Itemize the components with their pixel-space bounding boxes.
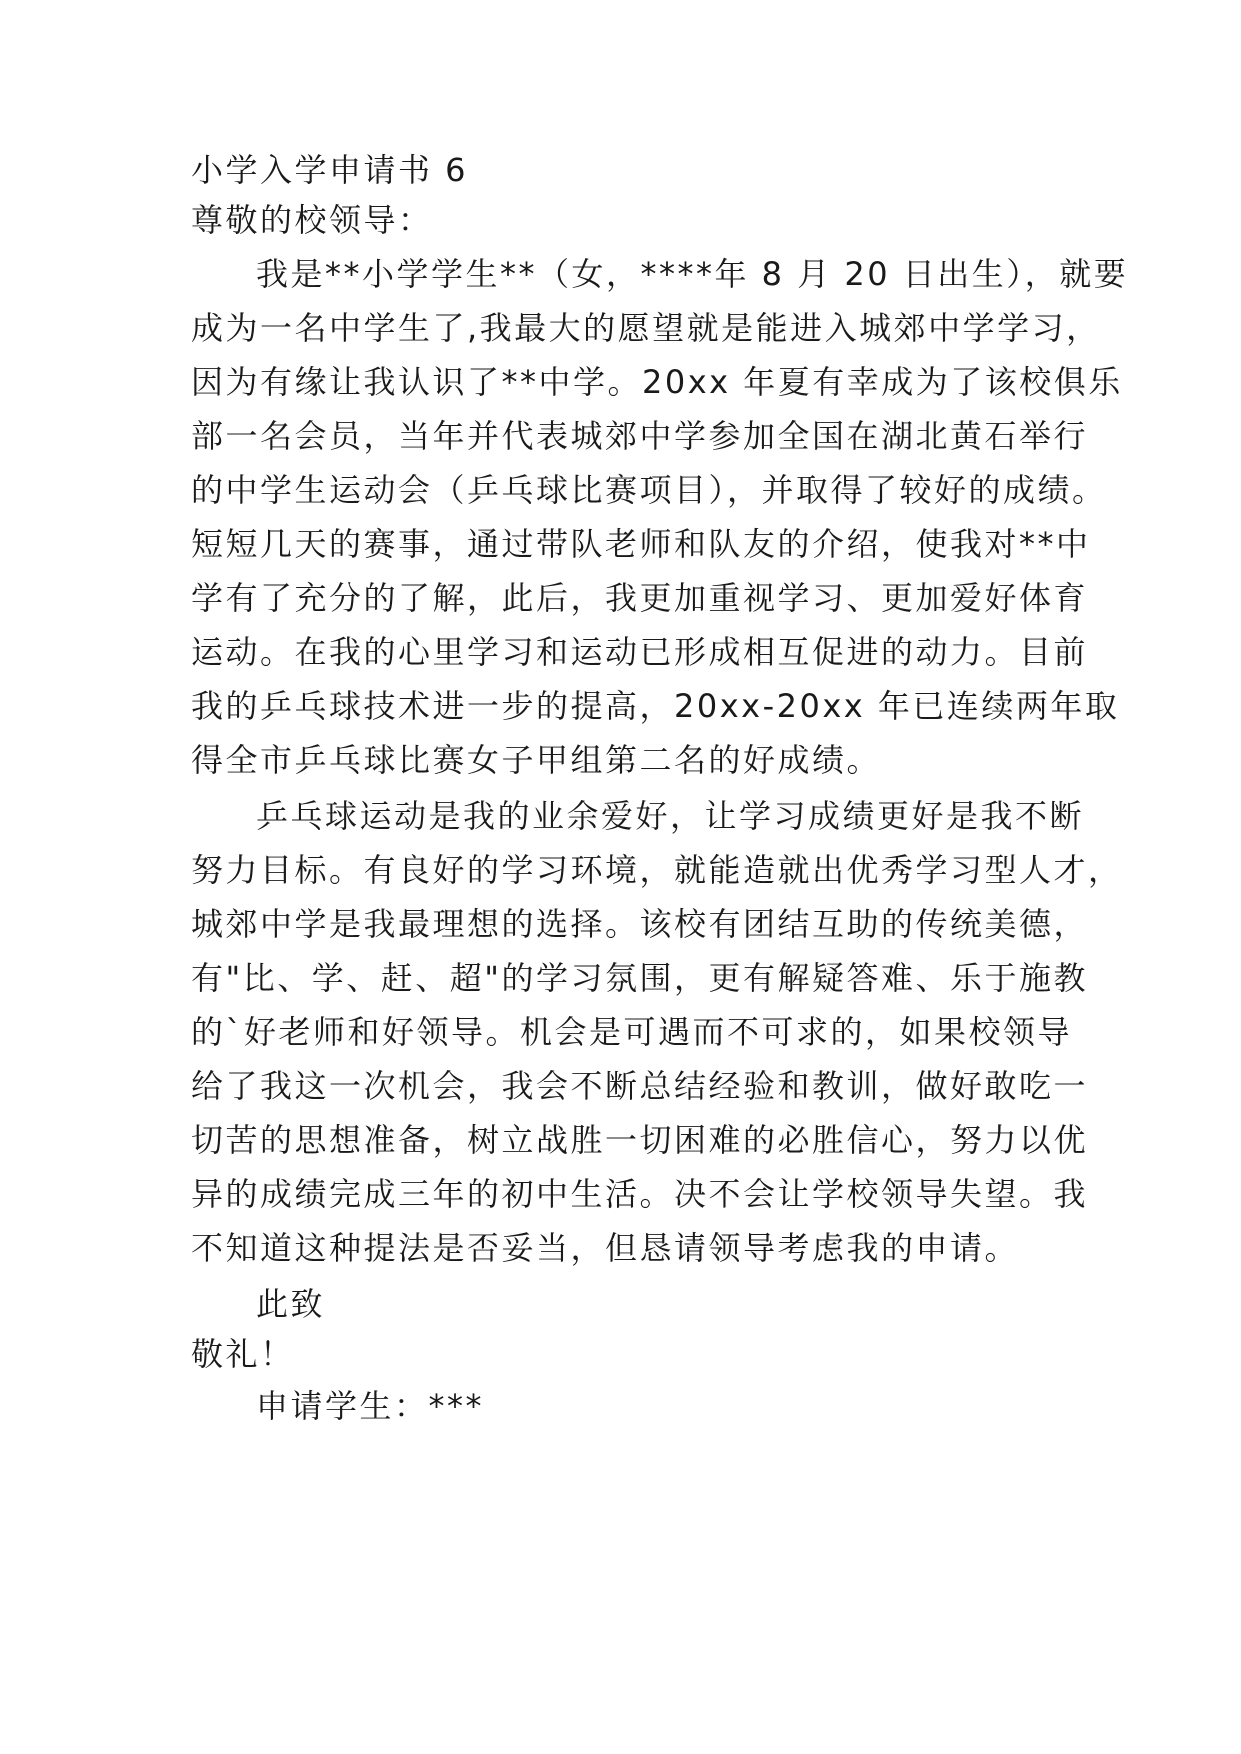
paragraph-line: 城郊中学是我最理想的选择。该校有团结互助的传统美德，: [191, 905, 1089, 943]
paragraph-line: 因为有缘让我认识了**中学。20xx 年夏有幸成为了该校俱乐: [191, 363, 1123, 401]
paragraph-line: 我的乒乓球技术进一步的提高，20xx-20xx 年已连续两年取: [191, 687, 1120, 725]
paragraph-line: 给了我这一次机会，我会不断总结经验和教训，做好敢吃一: [191, 1067, 1089, 1105]
paragraph-line: 短短几天的赛事，通过带队老师和队友的介绍，使我对**中: [191, 525, 1091, 563]
paragraph-line: 部一名会员，当年并代表城郊中学参加全国在湖北黄石举行: [191, 417, 1089, 455]
paragraph-line: 切苦的思想准备，树立战胜一切困难的必胜信心，努力以优: [191, 1121, 1089, 1159]
paragraph-line: 我是**小学学生**（女，****年 8 月 20 日出生），就要: [256, 255, 1129, 293]
paragraph-line: 努力目标。有良好的学习环境，就能造就出优秀学习型人才，: [191, 851, 1123, 889]
paragraph-line: 成为一名中学生了,我最大的愿望就是能进入城郊中学学习，: [191, 309, 1101, 347]
paragraph-line: 的中学生运动会（乒乓球比赛项目），并取得了较好的成绩。: [191, 471, 1107, 509]
paragraph-line: 学有了充分的了解，此后，我更加重视学习、更加爱好体育: [191, 579, 1089, 617]
closing-salute: 敬礼！: [191, 1335, 295, 1373]
paragraph-line: 的`好老师和好领导。机会是可遇而不可求的，如果校领导: [191, 1013, 1073, 1051]
paragraph-line: 得全市乒乓球比赛女子甲组第二名的好成绩。: [191, 741, 882, 779]
closing-phrase: 此致: [256, 1285, 326, 1323]
paragraph-line: 不知道这种提法是否妥当，但恳请领导考虑我的申请。: [191, 1229, 1020, 1267]
paragraph-line: 运动。在我的心里学习和运动已形成相互促进的动力。目前: [191, 633, 1089, 671]
paragraph-line: 异的成绩完成三年的初中生活。决不会让学校领导失望。我: [191, 1175, 1089, 1213]
paragraph-line: 乒乓球运动是我的业余爱好，让学习成绩更好是我不断: [256, 797, 1085, 835]
salutation: 尊敬的校领导：: [191, 201, 433, 239]
signature: 申请学生：***: [256, 1387, 485, 1425]
paragraph-line: 有"比、学、赶、超"的学习氛围，更有解疑答难、乐于施教: [191, 959, 1088, 997]
document-title: 小学入学申请书 6: [191, 151, 469, 189]
